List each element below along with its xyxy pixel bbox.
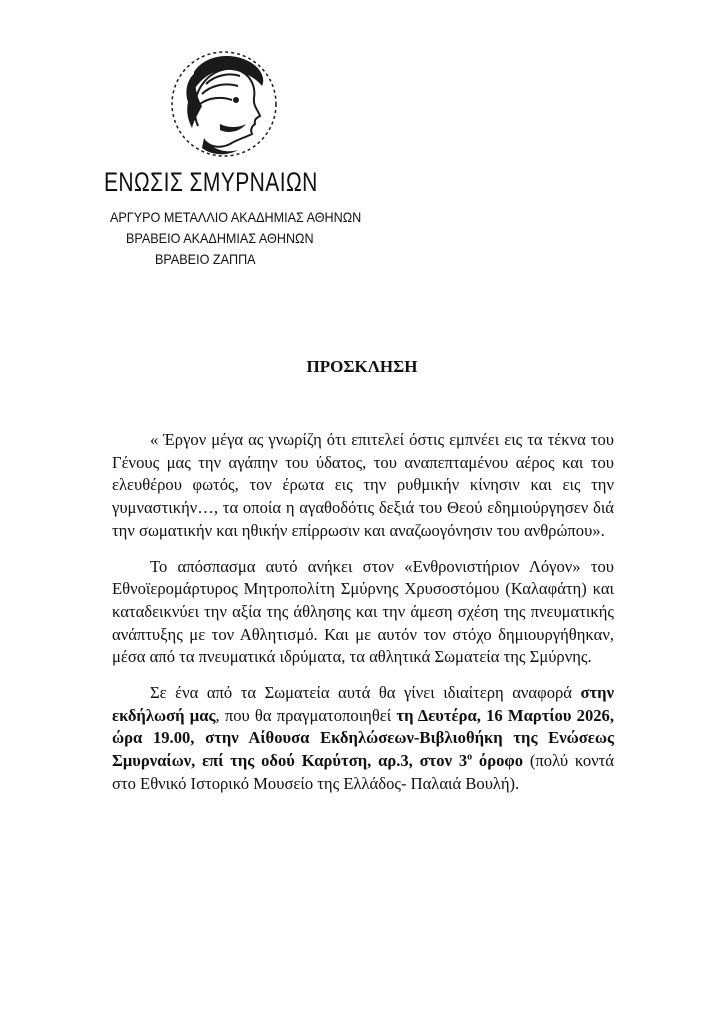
floor-superscript: ο — [467, 751, 473, 763]
document-title: ΠΡΟΣΚΛΗΣΗ — [306, 357, 418, 376]
quote-paragraph: « Έργον μέγα ας γνωρίζη ότι επιτελεί όστις εμπνέει εις τα τέκνα του Γένους μας την αγάπην του ύδατος, του αναπεπταμένου αέρος και του ελευθέρου φωτός, τον έρωτα εις την ρυθμικήν κίνησιν και εις την γυμναστικήν…, τα οποία η αγαθοδότις δεξιά του Θεού εδημιούργησεν διά την σωματικήν και ηθικήν επίρρωσιν και αναζωογόνησιν του ανθρώπου». — [112, 430, 614, 540]
event-floor: όροφο — [472, 751, 524, 771]
event-paragraph — [112, 682, 614, 796]
invitation-body — [112, 429, 614, 809]
award-line-3: ΒΡΑΒΕΙΟ ΖΑΠΠΑ — [155, 251, 256, 267]
event-text-3: , που θα πραγματοποιηθεί — [215, 705, 397, 725]
context-paragraph: Το απόσπασμα αυτό ανήκει στον «Ενθρονιστήριον Λόγον» του Εθνοϊερομάρτυρος Μητροπολίτη Σμύρνης Χρυσοστόμου (Καλαφάτη) και καταδεικνύει την αξία της άθλησης και την άμεση σχέση της πνευματικής ανάπτυξης με τον Αθλητισμό. Και με αυτόν τον στόχο δημιουργήθηκαν, μέσα από τα πνευματικά ιδρύματα, τα αθλητικά Σωματεία της Σμύρνης. — [112, 556, 614, 667]
organization-name: ΕΝΩΣΙΣ ΣΜΥΡΝΑΙΩΝ — [104, 167, 318, 197]
award-line-1: ΑΡΓΥΡΟ ΜΕΤΑΛΛΙΟ ΑΚΑΔΗΜΙΑΣ ΑΘΗΝΩΝ — [110, 209, 362, 225]
event-date-location: τη Δευτέρα, 16 Μαρτίου 2026, ώρα 19.00, στην Αίθουσα Εκδηλώσεων-Βιβλιοθήκη της Ενώσεως Σμυρναίων, επί της οδού Καρύτση, αρ.3, στον 3 — [112, 705, 614, 771]
emblem-head-icon — [158, 42, 290, 164]
event-text-6: (πολύ κοντά στο Εθνικό Ιστορικό Μουσείο της Ελλάδος- Παλαιά Βουλή). — [112, 751, 614, 793]
event-text-1: Σε ένα από τα Σωματεία αυτά θα γίνει ιδιαίτερη αναφορά — [150, 683, 581, 703]
event-text-2: στην εκδήλωσή μας — [112, 683, 614, 725]
award-line-2: ΒΡΑΒΕΙΟ ΑΚΑΔΗΜΙΑΣ ΑΘΗΝΩΝ — [126, 230, 314, 246]
